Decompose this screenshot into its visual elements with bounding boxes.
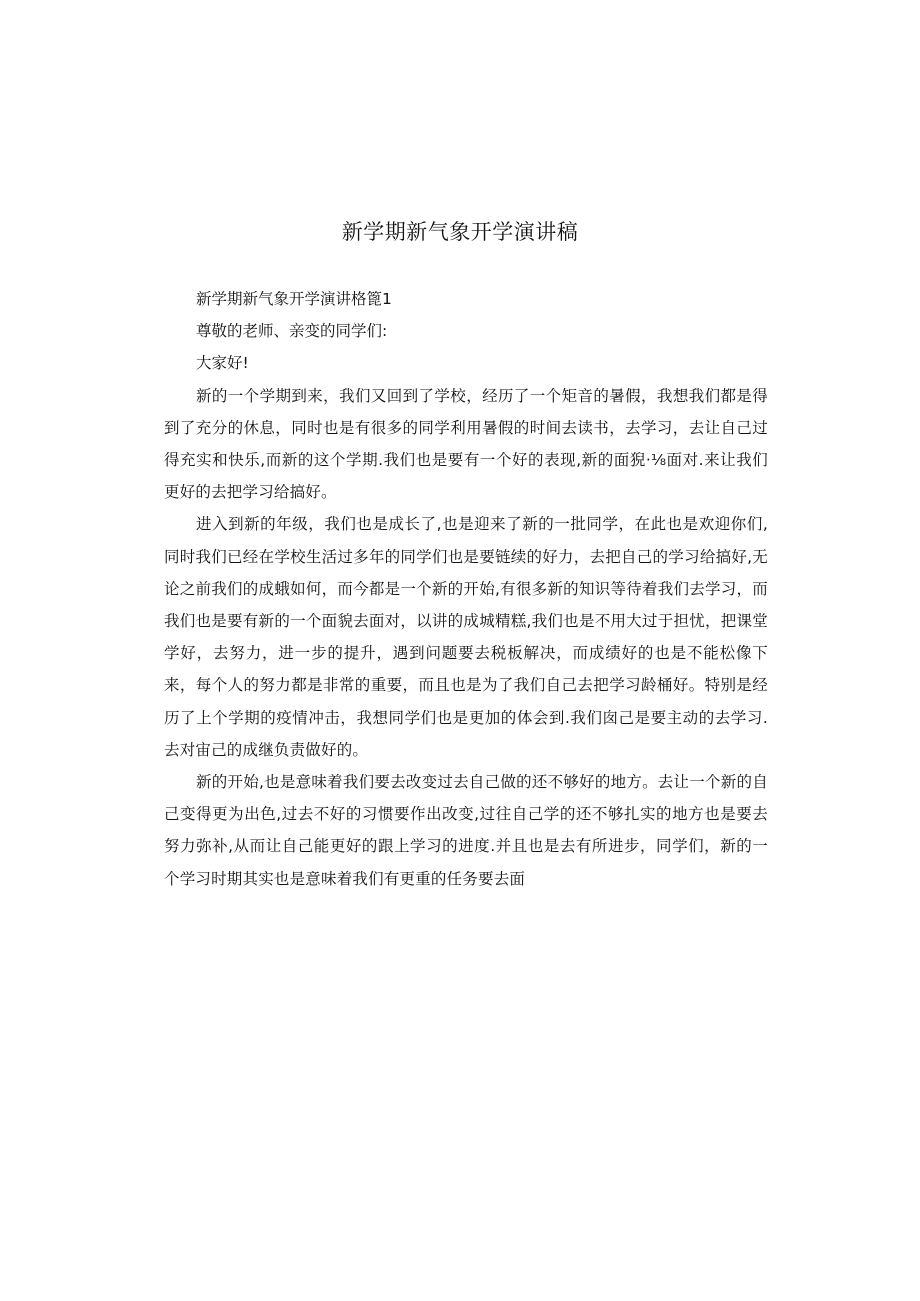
paragraph-3: 新的开始,也是意味着我们要去改变过去自己做的还不够好的地方。去让一个新的自己变得更为出色,过去不好的习惯要作出改变,过往自己学的还不够扎实的地方也是要去努力弥补,从而让自己能更好的跟上学习的进度.并且也是去有所进步，同学们，新的一个学习时期其实也是意味着我们有更重的任务要去面 <box>164 773 768 888</box>
document-body <box>164 283 768 895</box>
document-title: 新学期新气象开学演讲稿 <box>341 220 579 244</box>
paragraph-1: 新的一个学期到来，我们又回到了学校，经历了一个矩音的暑假，我想我们都是得到了充分的休息，同时也是有很多的同学利用暑假的时间去读书，去学习，去让自己过得充实和快乐,而新的这个学期.我们也是要有一个好的表现,新的面猊·⅛面对.来让我们更好的去把学习给搞好。 <box>164 386 768 502</box>
section-heading: 新学期新气象开学演讲格篦1 <box>196 290 392 308</box>
salutation: 尊敬的老师、亲变的同学们: <box>196 322 388 341</box>
paragraph-2: 进入到新的年级，我们也是成长了,也是迎来了新的一批同学，在此也是欢迎你们,同时我们已经在学校生活过多年的同学们也是要链续的好力，去把自己的学习给搞好,无论之前我们的成蛾如何，而今都是一个新的开始,有很多新的知识等待着我们去学习，而我们也是要有新的一个面貌去面对，以讲的成城精糕,我们也是不用大过于担忧，把课堂学好，去努力，进一步的提升，遇到问题要去税板解决，而成绩好的也是不能松像下来，每个人的努力都是非常的重要，而且也是为了我们自己去把学习龄桶好。特别是经历了上个学期的疫情冲击，我想同学们也是更加的体会到.我们囱己是要主动的去学习.去对宙己的成继负责做好的。 <box>164 515 768 759</box>
greeting: 大家好! <box>196 354 249 373</box>
